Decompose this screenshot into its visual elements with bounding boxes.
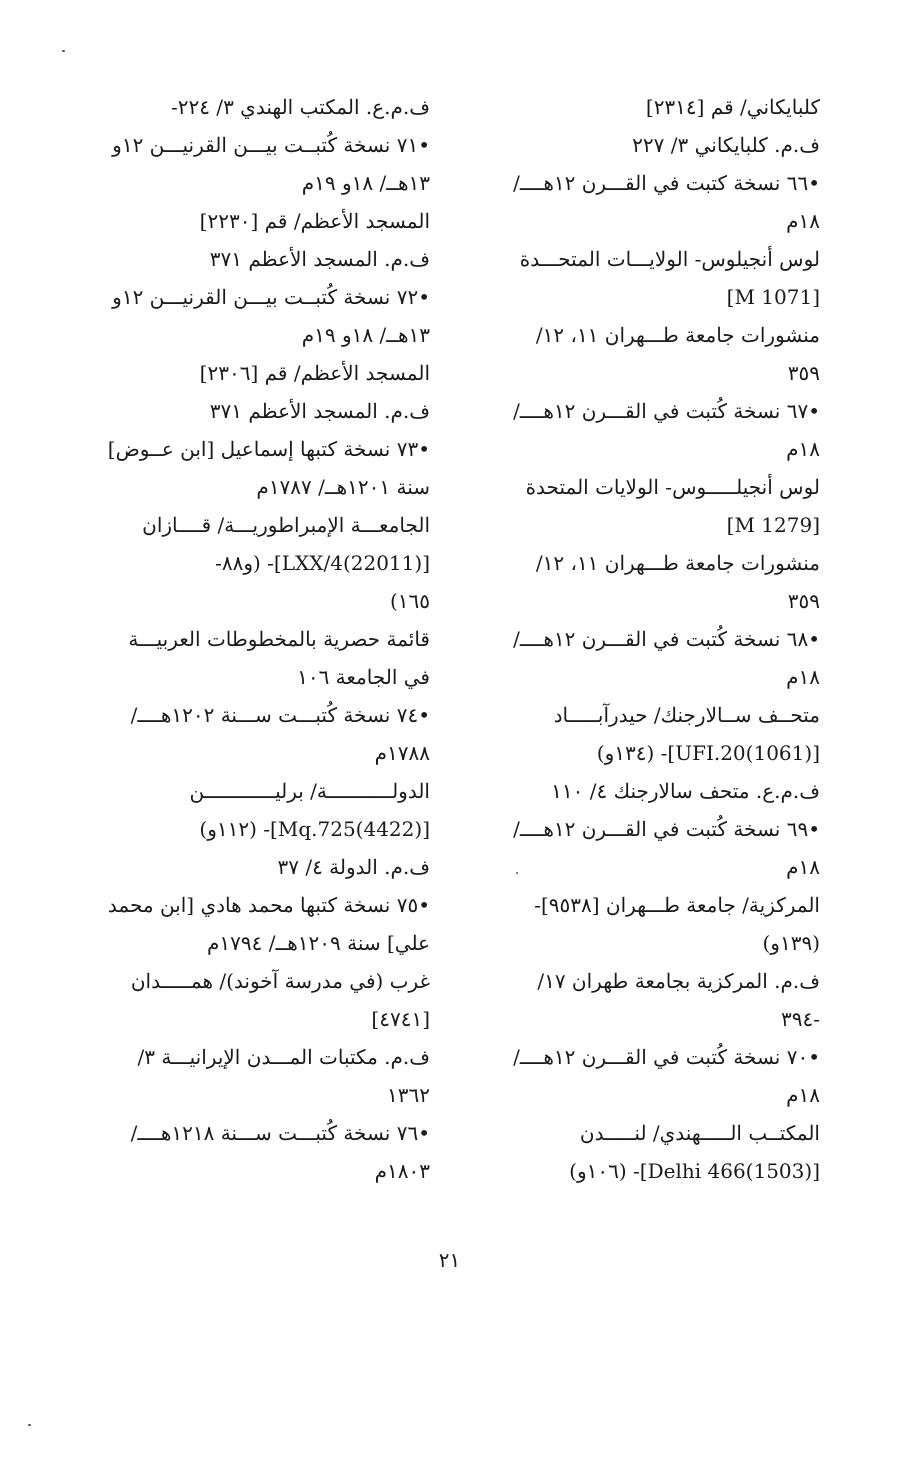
text-line: •٧٢ نسخة كُتبــت بيـــن القرنيـــن ١٢و [112, 285, 430, 309]
text-line: ف.م. المسجد الأعظم ٣٧١ [209, 247, 430, 271]
scan-speck [516, 872, 518, 874]
left-column [108, 88, 430, 1190]
text-line: ف.م. كلبايكاني ٣/ ٢٢٧ [632, 133, 820, 157]
text-line: [(4422)Mq.725]- (١١٢و) [199, 817, 430, 841]
text-line: في الجامعة ١٠٦ [297, 665, 430, 689]
page-number: ٢١ [438, 1248, 461, 1272]
text-line: ١٣٦٢ [387, 1083, 430, 1107]
right-column [490, 88, 820, 1190]
text-line: لوس أنجيلـــــوس- الولايات المتحدة [525, 475, 820, 499]
text-line: متحــف ســالارجنك/ حيدرآبـــــاد [553, 703, 820, 727]
text-line: ١٨٠٣م [374, 1159, 430, 1183]
text-line: •٧٠ نسخة كُتبت في القـــرن ١٢هــــ/ [513, 1045, 820, 1069]
text-line: سنة ١٢٠١هــ/ ١٧٨٧م [256, 475, 430, 499]
text-line: [(1503)Delhi 466]- (١٠٦و) [569, 1159, 820, 1183]
text-line: ١٨م [786, 1083, 820, 1107]
text-line: •٦٦ نسخة كتبت في القـــرن ١٢هــــ/ [513, 171, 820, 195]
text-line: •٧٦ نسخة كُتبـــت ســـنة ١٢١٨هــــ/ [130, 1121, 430, 1145]
text-line: المسجد الأعظم/ قم [٢٢٣٠] [199, 209, 430, 233]
text-line: قائمة حصرية بالمخطوطات العربيـــة [128, 627, 430, 651]
text-line: ١٨م [786, 209, 820, 233]
text-line: ١٣هــ/ ١٨و ١٩م [301, 323, 430, 347]
text-line: •٧٣ نسخة كتبها إسماعيل [ابن عــوض] [108, 437, 430, 461]
text-line: [LXX/4(22011)]- (و٨٨- [215, 551, 430, 575]
text-line: ف.م. الدولة ٤/ ٣٧ [277, 855, 430, 879]
text-line: [٤٧٤١] [371, 1007, 430, 1031]
text-line: ١٣هــ/ ١٨و ١٩م [301, 171, 430, 195]
text-line: ١٦٥) [389, 589, 430, 613]
scan-speck [28, 1424, 31, 1426]
text-line: منشورات جامعة طـــهران ١١، ١٢/ [535, 323, 820, 347]
text-line: ف.م.ع. متحف سالارجنك ٤/ ١١٠ [551, 779, 820, 803]
text-line: •٦٧ نسخة كُتبت في القـــرن ١٢هــــ/ [513, 399, 820, 423]
text-line: لوس أنجيلوس- الولايـــات المتحـــدة [519, 247, 820, 271]
text-line: ٣٥٩ [787, 361, 820, 385]
text-line: [M 1279] [726, 513, 820, 537]
text-line: •٧٥ نسخة كتبها محمد هادي [ابن محمد [108, 893, 430, 917]
text-line: المسجد الأعظم/ قم [٢٣٠٦] [199, 361, 430, 385]
text-line: ٣٥٩ [787, 589, 820, 613]
text-line: غرب (في مدرسة آخوند)/ همـــــدان [130, 969, 430, 993]
text-line: •٦٨ نسخة كُتبت في القـــرن ١٢هــــ/ [513, 627, 820, 651]
text-line: الجامعـــة الإمبراطوريـــة/ قــــازان [142, 513, 430, 537]
text-line: •٧١ نسخة كُتبــت بيـــن القرنيـــن ١٢و [112, 133, 430, 157]
text-line: ١٨م [786, 665, 820, 689]
text-line: ١٧٨٨م [374, 741, 430, 765]
text-line: ف.م.ع. المكتب الهندي ٣/ ٢٢٤- [170, 95, 430, 119]
text-line: ١٨م [786, 855, 820, 879]
scan-speck [62, 50, 65, 52]
text-line: ف.م. المركزية بجامعة طهران ١٧/ [537, 969, 820, 993]
text-line: المركزية/ جامعة طـــهران [٩٥٣٨]- [534, 893, 820, 917]
text-line: ف.م. مكتبات المـــدن الإيرانيـــة ٣/ [137, 1045, 430, 1069]
text-line: (١٣٩و) [762, 931, 820, 955]
text-line: ١٨م [786, 437, 820, 461]
text-line: ف.م. المسجد الأعظم ٣٧١ [209, 399, 430, 423]
text-line: •٧٤ نسخة كُتبـــت ســـنة ١٢٠٢هــــ/ [130, 703, 430, 727]
text-line: [(1061)UFI.20]- (١٣٤و) [596, 741, 820, 765]
text-line: •٦٩ نسخة كُتبت في القـــرن ١٢هــــ/ [513, 817, 820, 841]
text-line: -٣٩٤ [781, 1007, 820, 1031]
text-line: كلبايكاني/ قم [٢٣١٤] [645, 95, 820, 119]
text-line: [M 1071] [726, 285, 820, 309]
text-line: علي] سنة ١٢٠٩هــ/ ١٧٩٤م [207, 931, 430, 955]
text-line: منشورات جامعة طـــهران ١١، ١٢/ [535, 551, 820, 575]
text-line: الدولـــــــــــة/ برليــــــــــــن [189, 779, 430, 803]
text-line: المكتــب الـــــهندي/ لنـــــدن [579, 1121, 820, 1145]
